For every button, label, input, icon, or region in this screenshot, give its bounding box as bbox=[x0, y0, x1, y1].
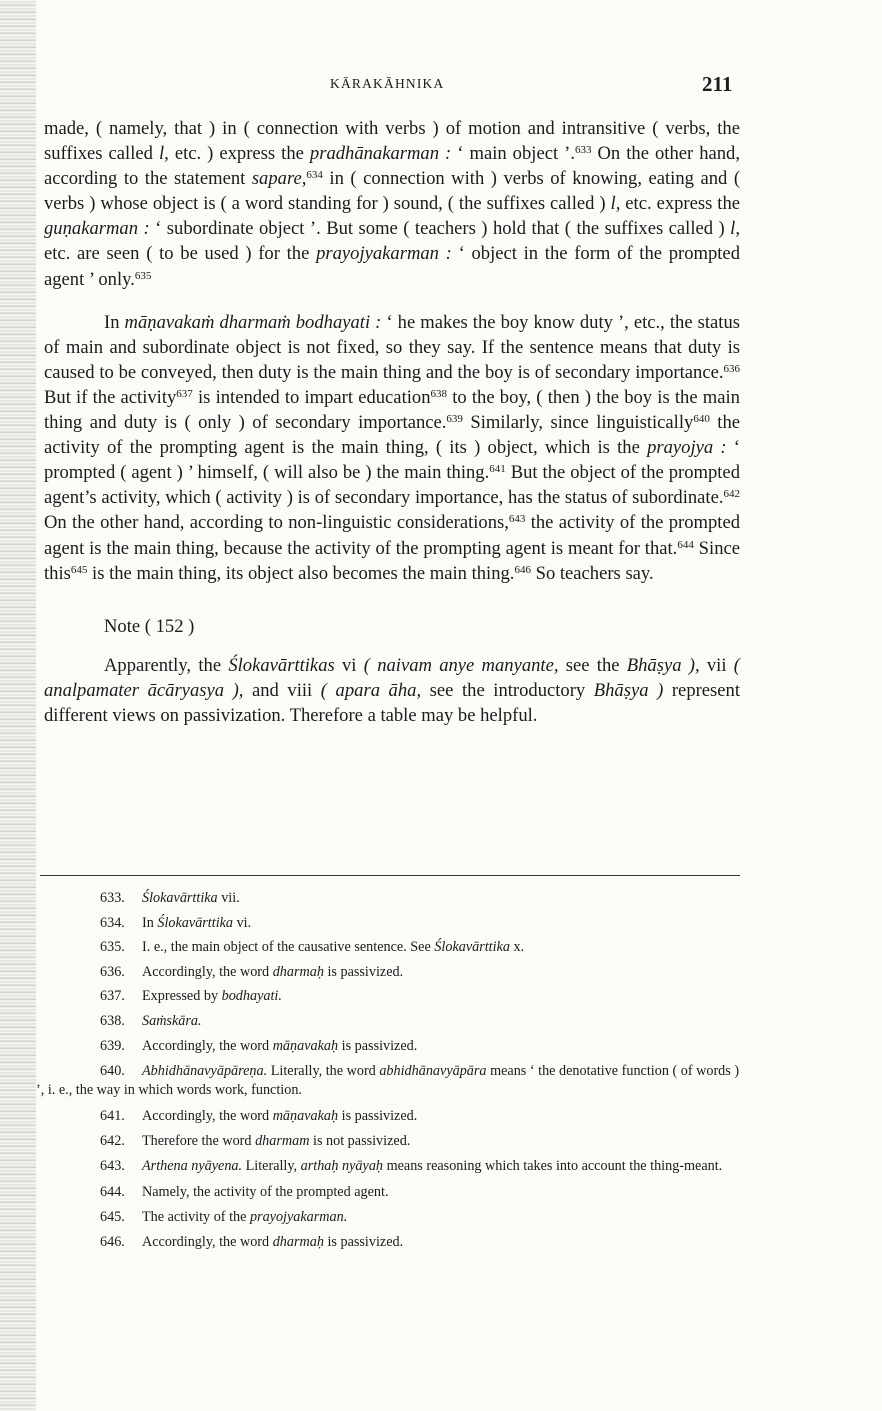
italic-term: ( analpamater ācāryasya ), bbox=[44, 654, 740, 701]
text-run: is passivized. bbox=[338, 1108, 418, 1125]
italic-term: dharmaḥ bbox=[272, 1233, 324, 1250]
italic-term: Arthena nyāyena. bbox=[142, 1158, 243, 1175]
text-run: But the object of the prompted agent’s activity, which ( activity ) is of secondary importance, has the status of subordinate. bbox=[44, 462, 740, 509]
text-run: But if the activity bbox=[44, 386, 177, 408]
footnote-item bbox=[36, 1180, 740, 1205]
footnote-rule bbox=[40, 875, 740, 876]
footnote-item bbox=[36, 1129, 740, 1154]
italic-term: prayojyakarman. bbox=[249, 1208, 348, 1225]
text-run: So teachers say. bbox=[530, 562, 654, 584]
text-run: Apparently, the bbox=[104, 654, 229, 676]
note-heading: Note ( 152 ) bbox=[104, 615, 195, 637]
running-title: KĀRAKĀHNIKA bbox=[330, 76, 445, 91]
italic-term: l, bbox=[610, 193, 621, 215]
italic-term: māṇavakaḥ bbox=[272, 1037, 339, 1054]
italic-term: dharmam bbox=[255, 1132, 310, 1149]
text-run: made, ( namely, that ) in ( connection with verbs ) of motion and intransitive ( verbs, the suffixes called bbox=[44, 118, 740, 165]
text-run: is passivized. bbox=[338, 1037, 418, 1054]
footnote-ref: 646 bbox=[514, 563, 531, 576]
text-run: etc. express the bbox=[620, 193, 740, 215]
footnote-item bbox=[36, 1104, 740, 1129]
footnote-number: 646. bbox=[100, 1233, 125, 1250]
footnote-ref: 635 bbox=[134, 269, 152, 282]
footnote-number: 638. bbox=[100, 1012, 125, 1029]
text-run: ‘ main object ’. bbox=[451, 143, 575, 165]
text-run: Therefore the word bbox=[142, 1132, 256, 1149]
paragraph-3 bbox=[44, 653, 740, 728]
footnote-item bbox=[36, 960, 740, 985]
footnote-ref: 639 bbox=[446, 413, 463, 426]
paragraph-1 bbox=[44, 116, 740, 292]
text-run: vii. bbox=[217, 890, 240, 906]
italic-term: Ślokavārttika bbox=[434, 939, 510, 956]
italic-term: l, bbox=[730, 218, 740, 240]
italic-term: Bhāṣya ), bbox=[626, 654, 700, 676]
footnote-number: 636. bbox=[100, 963, 125, 980]
text-run: etc. are seen ( to be used ) for the bbox=[44, 243, 317, 265]
footnote-number: 637. bbox=[100, 988, 125, 1005]
text-run: means ‘ the denotative function ( of words ) ’, i. e., the way in which words work, function. bbox=[36, 1063, 740, 1099]
footnote-number: 640. bbox=[100, 1063, 125, 1080]
text-run: Accordingly, the word bbox=[142, 1108, 273, 1125]
text-run: ‘ prompted ( agent ) ’ himself, ( will also be ) the main thing. bbox=[44, 437, 740, 484]
footnote-number: 644. bbox=[100, 1184, 125, 1201]
footnote-number: 639. bbox=[100, 1037, 125, 1054]
footnote-item bbox=[36, 1034, 740, 1059]
footnote-ref: 641 bbox=[489, 463, 506, 476]
text-run: see the bbox=[558, 654, 627, 676]
footnote-ref: 637 bbox=[176, 387, 193, 400]
text-run: Literally, the word bbox=[267, 1063, 380, 1080]
footnote-item bbox=[36, 1230, 740, 1255]
text-run: the activity of the prompting agent is the main thing, ( its ) object, which is the bbox=[44, 412, 741, 459]
page-number: 211 bbox=[702, 72, 733, 96]
footnote-item bbox=[36, 1205, 740, 1230]
italic-term: Bhāṣya ) bbox=[593, 679, 664, 701]
italic-term: Abhidhānavyāpāreṇa. bbox=[142, 1063, 268, 1080]
footnote-item bbox=[36, 1009, 740, 1034]
italic-term: prayojyakarman : bbox=[316, 243, 452, 265]
text-run: Expressed by bbox=[142, 988, 222, 1005]
footnote-item bbox=[36, 1157, 740, 1176]
text-run: is not passivized. bbox=[309, 1132, 411, 1149]
italic-term: l, bbox=[158, 143, 169, 165]
page-header bbox=[0, 72, 882, 102]
text-run: Similarly, since linguistically bbox=[462, 412, 694, 434]
footnote-number: 643. bbox=[100, 1158, 125, 1175]
main-text bbox=[44, 116, 740, 728]
text-run: the activity of the prompted agent is the main thing, because the activity of the prompting agent is meant for that. bbox=[44, 512, 741, 559]
text-run: ‘ object in the form of the prompted agent ’ only. bbox=[44, 243, 740, 290]
text-run: ‘ he makes the boy know duty ’, etc., the status of main and subordinate object is not fixed, so they say. If the sentence means that duty is caused to be conveyed, then duty is the main thing and the boy is of secondary importance. bbox=[44, 311, 740, 383]
text-run: Since this bbox=[44, 537, 740, 584]
text-run: is intended to impart education bbox=[192, 386, 431, 408]
text-run: In bbox=[104, 311, 125, 333]
italic-term: prayojya : bbox=[647, 437, 727, 459]
text-run: The activity of the bbox=[142, 1208, 250, 1225]
text-run: In bbox=[142, 914, 158, 931]
text-run: Literally, bbox=[242, 1158, 301, 1175]
text-run: vii bbox=[699, 654, 734, 676]
italic-term: dharmaḥ bbox=[272, 963, 324, 980]
text-run: etc. ) express the bbox=[168, 143, 310, 165]
italic-term: pradhānakarman : bbox=[309, 143, 452, 165]
text-run: On the other hand, according to the statement bbox=[44, 143, 741, 190]
text-run: vi bbox=[334, 654, 364, 676]
text-run: Accordingly, the word bbox=[142, 1037, 273, 1054]
text-run: in ( connection with ) verbs of knowing, eating and ( verbs ) whose object is ( a word standing for ) sound, ( the suffixes called ) bbox=[44, 168, 741, 215]
italic-term: Ślokavārttika bbox=[157, 914, 234, 931]
italic-term: sapare, bbox=[251, 168, 307, 190]
italic-term: Ślokavārttikas bbox=[228, 654, 335, 676]
footnote-number: 634. bbox=[100, 914, 125, 931]
italic-term: Saṁskāra. bbox=[142, 1012, 202, 1029]
text-run: I. e., the main object of the causative sentence. See bbox=[142, 939, 435, 956]
footnote-ref: 644 bbox=[677, 538, 694, 551]
text-run: ‘ subordinate object ’. But some ( teachers ) hold that ( the suffixes called ) bbox=[149, 218, 731, 240]
text-run: is passivized. bbox=[323, 1233, 404, 1250]
text-run: is the main thing, its object also becomes the main thing. bbox=[87, 562, 515, 584]
footnote-item bbox=[36, 984, 740, 1009]
footnotes bbox=[36, 886, 740, 1254]
italic-term: arthaḥ nyāyaḥ bbox=[300, 1158, 384, 1175]
text-run: is passivized. bbox=[323, 963, 404, 980]
footnote-item bbox=[36, 1062, 740, 1100]
footnote-item bbox=[36, 935, 740, 960]
text-run: means reasoning which takes into account the thing-meant. bbox=[383, 1158, 723, 1175]
italic-term: māṇavakaṁ dharmaṁ bodhayati : bbox=[124, 311, 382, 333]
text-run: Namely, the activity of the prompted agent. bbox=[142, 1184, 389, 1201]
footnote-ref: 645 bbox=[70, 563, 88, 576]
footnote-item bbox=[36, 886, 740, 911]
footnote-ref: 638 bbox=[430, 387, 447, 400]
italic-term: abhidhānavyāpāra bbox=[379, 1063, 487, 1080]
italic-term: ( naivam anye manyante, bbox=[363, 654, 559, 676]
text-run: vi. bbox=[233, 914, 252, 931]
text-run: and viii bbox=[243, 679, 321, 701]
footnote-ref: 633 bbox=[574, 144, 592, 157]
footnote-number: 645. bbox=[100, 1208, 125, 1225]
paragraph-2 bbox=[44, 310, 740, 586]
italic-term: ( apara āha, bbox=[320, 679, 422, 701]
footnote-item bbox=[36, 911, 740, 936]
footnote-ref: 634 bbox=[306, 169, 323, 182]
footnote-number: 633. bbox=[100, 890, 125, 906]
text-run: represent different views on passivization. Therefore a table may be helpful. bbox=[44, 679, 741, 726]
footnote-number: 642. bbox=[100, 1132, 125, 1149]
footnote-number: 641. bbox=[100, 1108, 125, 1125]
italic-term: māṇavakaḥ bbox=[272, 1108, 339, 1125]
footnote-ref: 640 bbox=[693, 413, 710, 426]
italic-term: bodhayati. bbox=[221, 988, 282, 1005]
scan-binding-edge bbox=[0, 0, 36, 1411]
footnote-ref: 636 bbox=[723, 362, 740, 375]
text-run: Accordingly, the word bbox=[142, 963, 273, 980]
text-run: Accordingly, the word bbox=[142, 1233, 273, 1250]
text-run: to the boy, ( then ) the boy is the main thing and duty is ( only ) of secondary importance. bbox=[44, 386, 740, 434]
italic-term: guṇakarman : bbox=[44, 218, 150, 240]
footnote-number: 635. bbox=[100, 939, 125, 956]
text-run: see the introductory bbox=[421, 679, 594, 701]
footnote-ref: 643 bbox=[508, 513, 526, 526]
text-run: On the other hand, according to non-linguistic considerations, bbox=[44, 512, 509, 534]
italic-term: Ślokavārttika bbox=[142, 890, 218, 906]
text-run: x. bbox=[509, 939, 525, 956]
footnote-ref: 642 bbox=[723, 488, 740, 501]
